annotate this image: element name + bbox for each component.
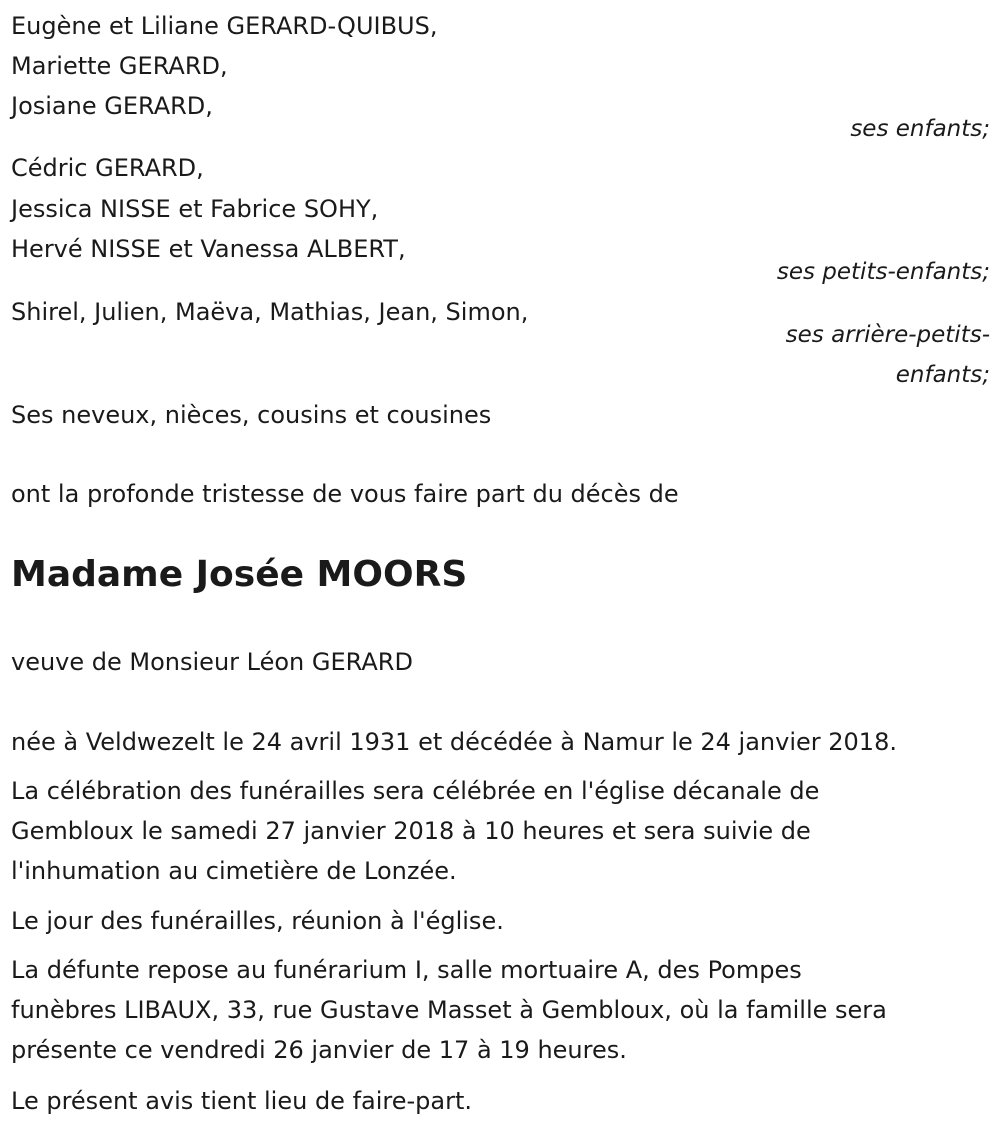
child-line-2: Mariette GERARD, [11,52,228,80]
grandchild-line-1: Cédric GERARD, [11,154,204,182]
great-grandchildren-role-2: enfants; [895,362,990,388]
visitation-line-2: funèbres LIBAUX, 33, rue Gustave Masset à Gembloux, où la famille sera [11,996,887,1024]
grandchild-line-2: Jessica NISSE et Fabrice SOHY, [11,195,379,223]
grandchildren-role: ses petits-enfants; [776,259,990,285]
ceremony-line-3: l'inhumation au cimetière de Lonzée. [11,857,457,885]
great-grandchildren-line: Shirel, Julien, Maëva, Mathias, Jean, Simon, [11,298,529,326]
visitation-line-1: La défunte repose au funérarium I, salle mortuaire A, des Pompes [11,956,802,984]
deceased-name: Madame Josée MOORS [11,554,468,595]
ceremony-line-2: Gembloux le samedi 27 janvier 2018 à 10 heures et sera suivie de [11,817,811,845]
great-grandchildren-role-1: ses arrière-petits- [785,322,990,348]
announcement-line: ont la profonde tristesse de vous faire part du décès de [11,480,679,508]
grandchild-line-3: Hervé NISSE et Vanessa ALBERT, [11,235,406,263]
meeting-line: Le jour des funérailles, réunion à l'église. [11,907,504,935]
child-line-1: Eugène et Liliane GERARD-QUIBUS, [11,12,438,40]
spouse-line: veuve de Monsieur Léon GERARD [11,648,413,676]
relatives-line: Ses neveux, nièces, cousins et cousines [11,401,492,429]
birth-death-line: née à Veldwezelt le 24 avril 1931 et décédée à Namur le 24 janvier 2018. [11,728,897,756]
children-role: ses enfants; [850,116,990,142]
child-line-3: Josiane GERARD, [11,92,213,120]
visitation-line-3: présente ce vendredi 26 janvier de 17 à 19 heures. [11,1036,627,1064]
ceremony-line-1: La célébration des funérailles sera célébrée en l'église décanale de [11,777,820,805]
closing-line: Le présent avis tient lieu de faire-part. [11,1087,473,1115]
